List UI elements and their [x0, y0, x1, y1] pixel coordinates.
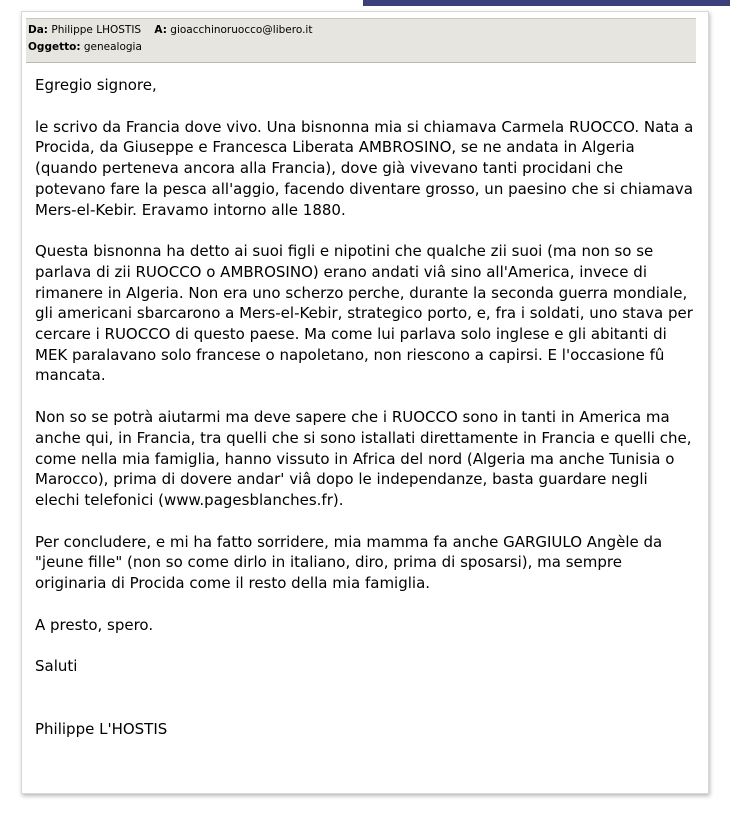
to-label: A:	[154, 24, 167, 36]
header-from-to-row	[28, 22, 696, 39]
to-value[interactable]: gioacchinoruocco@libero.it	[170, 24, 313, 36]
top-accent-bar	[363, 0, 730, 6]
subject-label: Oggetto:	[28, 41, 81, 53]
salutation: Saluti	[35, 657, 78, 676]
paragraph-3: Non so se potrà aiutarmi ma deve sapere che i RUOCCO sono in tanti in America ma anche qui, in Francia, tra quelli che si sono istallati direttamente in Francia e quelli che, come nella mia famiglia, hanno vissuto in Africa del nord (Algeria ma anche Tunisia o Marocco), prima di dovere andar' viâ dopo le independanze, basta guardare negli elechi telefonici (www.pagesblanches.fr).	[35, 408, 692, 509]
email-body	[35, 75, 695, 740]
subject-value: genealogia	[83, 41, 142, 53]
email-message-panel	[21, 11, 709, 794]
from-label: Da:	[28, 24, 49, 36]
greeting: Egregio signore,	[35, 76, 157, 94]
closing-line: A presto, spero.	[35, 615, 154, 634]
paragraph-4: Per concludere, e mi ha fatto sorridere, mia mamma fa anche GARGIULO Angèle da "jeune fille" (non so come dirlo in italiano, diro, prima di sposarsi), ma sempre originaria di Procida come il resto della mia famiglia.	[35, 532, 663, 593]
email-header	[26, 18, 696, 63]
paragraph-1: le scrivo da Francia dove vivo. Una bisnonna mia si chiamava Carmela RUOCCO. Nata a Procida, da Giuseppe e Francesca Liberata AMBROSINO, se ne andata in Algeria (quando perteneva ancora alla Francia), dove già vivevano tanti procidani che potevano fare la pesca all'aggio, facendo diventare grosso, un paesino che si chiamava Mers-el-Kebir. Eravamo intorno alle 1880.	[35, 117, 694, 219]
paragraph-2: Questa bisnonna ha detto ai suoi figli e nipotini che qualche zii suoi (ma non so se parlava di zii RUOCCO o AMBROSINO) erano andati viâ sino all'America, invece di rimanere in Algeria. Non era uno scherzo perche, durante la seconda guerra mondiale, gli americani sbarcarono a Mers-el-Kebir, strategico porto, e, fra i soldati, uno stava per cercare i RUOCCO di questo paese. Ma come lui parlava solo inglese e gli abitanti di MEK paralavano solo francese o napoletano, non riescono a capirsi. E l'occasione fû mancata.	[35, 242, 693, 385]
from-value[interactable]: Philippe LHOSTIS	[51, 24, 142, 36]
header-subject-row	[28, 39, 696, 56]
signature: Philippe L'HOSTIS	[35, 720, 168, 739]
